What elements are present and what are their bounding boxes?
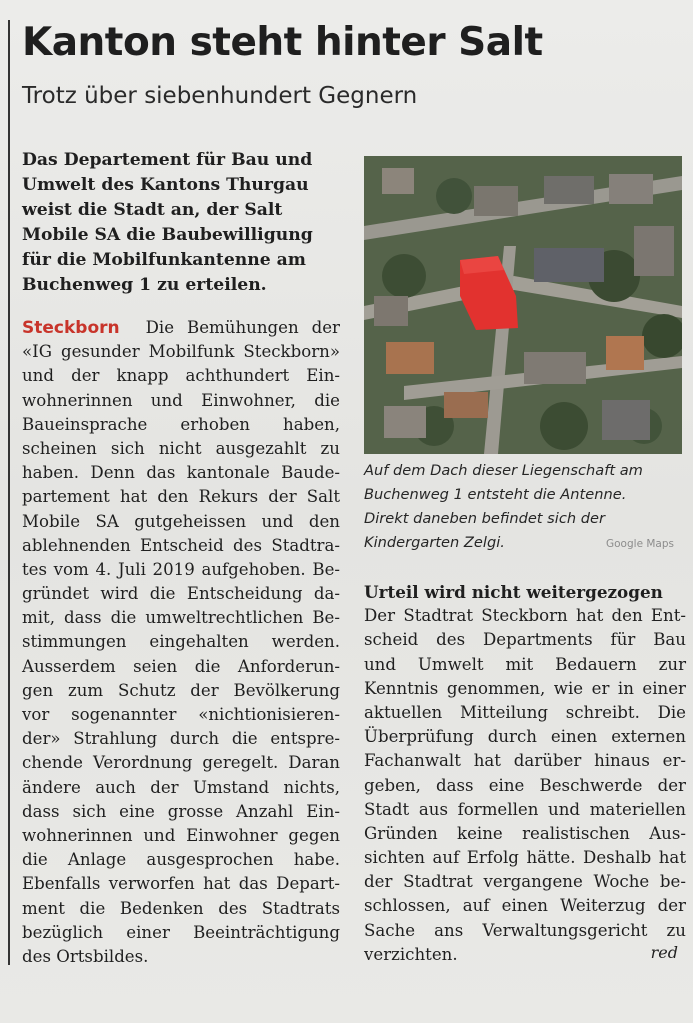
body-line: tes vom 4. Juli 2019 aufgehoben. Be- xyxy=(22,559,340,579)
body-line: ablehnenden Entscheid des Stadtra- xyxy=(22,535,340,555)
caption-line: Buchenweg 1 entsteht die Antenne. xyxy=(364,486,627,503)
body-line: des Ortsbildes. xyxy=(22,946,149,966)
body-line: wohnerinnen und Einwohner gegen xyxy=(22,825,340,845)
caption-line: Auf dem Dach dieser Liegenschaft am xyxy=(364,462,643,479)
body-line: schlossen, auf einen Weiterzug der xyxy=(364,896,686,916)
body-line: Baueinsprache erhoben haben, xyxy=(22,414,340,434)
body-line: aktuellen Mitteilung schreibt. Die xyxy=(364,702,686,722)
body-line: «IG gesunder Mobilfunk Steckborn» xyxy=(22,342,340,362)
body-line: haben. Denn das kantonale Baude- xyxy=(22,463,340,483)
body-line: Ausserdem seien die Anforderun- xyxy=(22,656,340,676)
lead-line: Buchenweg 1 zu erteilen. xyxy=(22,275,267,295)
body-column-right xyxy=(364,580,686,967)
body-line: partement hat den Rekurs der Salt xyxy=(22,487,340,507)
lead-line: für die Mobilfunkantenne am xyxy=(22,250,306,270)
body-line: und der knapp achthundert Ein- xyxy=(22,366,340,386)
body-line: gen zum Schutz der Bevölkerung xyxy=(22,680,340,700)
caption-line: Kindergarten Zelgi. xyxy=(364,534,505,551)
body-line: mit, dass die umweltrechtlichen Be- xyxy=(22,608,340,628)
lead-line: Das Departement für Bau und xyxy=(22,150,313,170)
body-line: Stadt aus formellen und materiellen xyxy=(364,799,686,819)
section-subheading: Urteil wird nicht weitergezogen xyxy=(364,582,663,602)
lead-paragraph xyxy=(22,148,342,298)
body-line: Fachanwalt hat darüber hinaus er- xyxy=(364,751,686,771)
author-signature: red xyxy=(650,942,678,962)
dateline: Steckborn xyxy=(22,318,120,338)
body-line: Ebenfalls verworfen hat das Depart- xyxy=(22,874,340,894)
body-line-last: verzichten. red xyxy=(364,942,678,964)
body-line: und Umwelt mit Bedauern zur xyxy=(364,654,686,674)
lead-line: Umwelt des Kantons Thurgau xyxy=(22,175,309,195)
aerial-map-image xyxy=(364,156,682,454)
body-line: die Anlage ausgesprochen habe. xyxy=(22,850,340,870)
body-line: ändere auch der Umstand nichts, xyxy=(22,777,340,797)
body-line: geben, dass eine Beschwerde der xyxy=(364,775,686,795)
aerial-photo xyxy=(364,156,682,454)
body-line: bezüglich einer Beeinträchtigung xyxy=(22,922,340,942)
body-line: stimmungen eingehalten werden. xyxy=(22,632,340,652)
body-line: Mobile SA gutgeheissen und den xyxy=(22,511,340,531)
column-rule xyxy=(8,20,10,965)
body-column-left xyxy=(22,316,340,969)
body-line: gründet wird die Entscheidung da- xyxy=(22,584,340,604)
body-line: Sache ans Verwaltungsgericht zu xyxy=(364,920,686,940)
body-line: Kenntnis genommen, wie er in einer xyxy=(364,678,686,698)
body-line: scheid des Departments für Bau xyxy=(364,630,686,650)
body-line: Der Stadtrat Steckborn hat den Ent- xyxy=(364,606,686,626)
body-line: vor sogenannter «nichtionisieren- xyxy=(22,705,340,724)
caption-line: Direkt daneben befindet sich der xyxy=(364,510,605,527)
body-line: Gründen keine realistischen Aus- xyxy=(364,823,686,843)
body-line: der» Strahlung durch die entspre- xyxy=(22,729,340,749)
lead-line: Mobile SA die Baubewilligung xyxy=(22,225,313,245)
lead-line: weist die Stadt an, der Salt xyxy=(22,200,283,220)
body-line: scheinen sich nicht ausgezahlt zu xyxy=(22,438,340,458)
body-line: ment die Bedenken des Stadtrats xyxy=(22,898,340,918)
body-line: Überprüfung durch einen externen xyxy=(364,727,686,747)
body-line: der Stadtrat vergangene Woche be- xyxy=(364,872,686,892)
headline: Kanton steht hinter Salt xyxy=(22,20,543,65)
body-line: dass sich eine grosse Anzahl Ein- xyxy=(22,801,340,821)
body-line: Steckborn Die Bemühungen der xyxy=(22,318,340,338)
subtitle: Trotz über siebenhundert Gegnern xyxy=(22,83,418,109)
body-line: sichten auf Erfolg hätte. Deshalb hat xyxy=(364,848,686,868)
body-line: wohnerinnen und Einwohner, die xyxy=(22,390,340,410)
photo-credit: Google Maps xyxy=(606,538,674,550)
body-line: chende Verordnung geregelt. Daran xyxy=(22,753,340,773)
